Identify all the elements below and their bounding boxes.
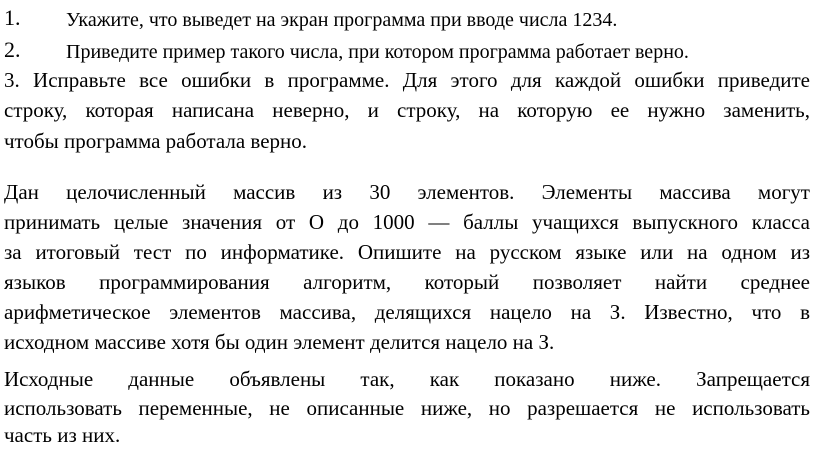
problem-line: языков программирования алгоритм, который позволяет найти среднее <box>4 270 810 294</box>
task-text: Приведите пример такого числа, при котором программа работает верно. <box>66 41 689 63</box>
input-note-line: использовать переменные, не описанные ниже, но разрешается не использовать <box>4 396 810 420</box>
task-number: 1. <box>4 5 21 30</box>
problem-line: Дан целочисленный массив из 30 элементов. Элементы массива могут <box>4 180 810 204</box>
problem-line: принимать целые значения от О до 1000 — баллы учащихся выпускного класса <box>4 210 810 234</box>
task-3-line: 3. Исправьте все ошибки в программе. Для этого для каждой ошибки приведите <box>4 68 810 92</box>
problem-line: за итоговый тест по информатике. Опишите на русском языке или на одном из <box>4 240 810 264</box>
task-number: 2. <box>4 37 21 62</box>
task-3-line: чтобы программа работала верно. <box>4 129 308 153</box>
problem-line: арифметическое элементов массива, делящихся нацело на З. Известно, что в <box>4 300 810 324</box>
task-3-line: строку, которая написана неверно, и строку, на которую ее нужно заменить, <box>4 98 810 122</box>
input-note-line: Исходные данные объявлены так, как показано ниже. Запрещается <box>4 367 810 391</box>
input-note-line: часть из них. <box>4 423 121 447</box>
task-text: Укажите, что выведет на экран программа при вводе числа 1234. <box>66 9 618 31</box>
problem-line: исходном массиве хотя бы один элемент делится нацело на З. <box>4 330 555 354</box>
